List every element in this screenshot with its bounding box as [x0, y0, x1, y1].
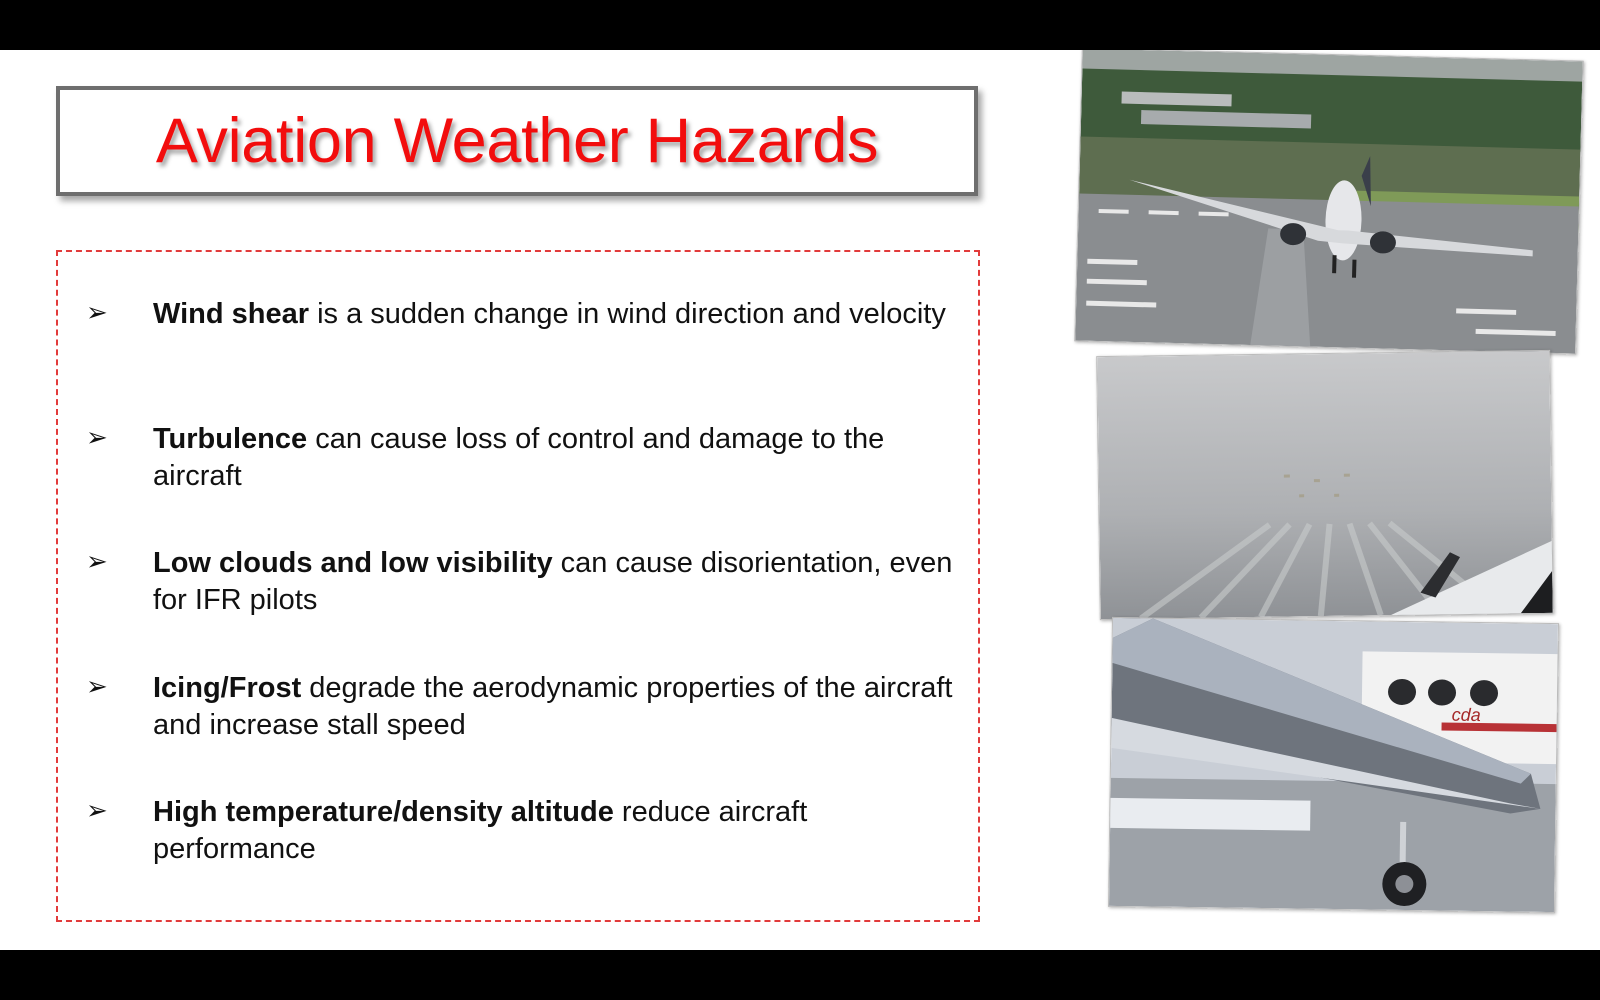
bullet-bold: Low clouds and low visibility	[153, 547, 553, 579]
bullet-bold: Turbulence	[153, 423, 308, 455]
bullet-arrow-icon: ➢	[86, 423, 108, 453]
slide-title: Aviation Weather Hazards	[155, 106, 879, 176]
title-box	[56, 86, 978, 196]
bullet-text	[153, 794, 953, 868]
bullet-rest: can cause loss of control and damage to the aircraft	[153, 423, 885, 492]
airliner-landing-photo	[1074, 50, 1584, 355]
bullet-text	[153, 545, 953, 619]
bullet-text	[153, 670, 953, 744]
bullet-bold: Icing/Frost	[153, 672, 302, 704]
bullet-rest: can cause disorientation, even for IFR pilots	[153, 547, 953, 616]
bullet-text	[153, 296, 953, 333]
bullet-bold: Wind shear	[153, 298, 310, 330]
slide	[0, 50, 1600, 950]
plane-logo-text: cda	[1451, 704, 1481, 726]
bullet-arrow-icon: ➢	[86, 672, 108, 702]
bullet-rest: reduce aircraft performance	[153, 796, 808, 865]
iced-wing-photo	[1108, 617, 1559, 913]
bullet-bold: High temperature/density altitude	[153, 796, 614, 828]
bullet-arrow-icon: ➢	[86, 547, 108, 577]
bullet-rest: degrade the aerodynamic properties of the aircraft and increase stall speed	[153, 672, 953, 741]
bullets-box	[56, 250, 980, 922]
bullet-arrow-icon: ➢	[86, 796, 108, 826]
bullet-text	[153, 421, 953, 495]
bullet-arrow-icon: ➢	[86, 298, 108, 328]
bullet-rest: is a sudden change in wind direction and velocity	[309, 298, 946, 330]
foggy-runway-photo	[1096, 350, 1554, 620]
